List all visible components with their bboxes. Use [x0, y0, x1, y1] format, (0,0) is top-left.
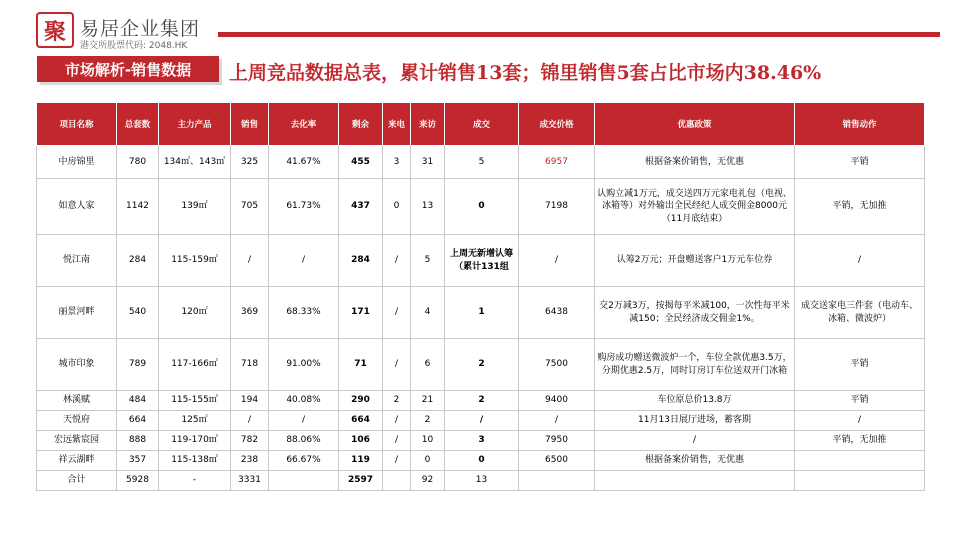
table-cell: 61.73% [269, 179, 339, 235]
table-cell: 21 [411, 391, 445, 411]
table-row [37, 471, 925, 491]
table-cell: 祥云湖畔 [37, 451, 117, 471]
table-header-row [37, 103, 925, 146]
table-cell: 780 [117, 146, 159, 179]
table-cell [795, 471, 925, 491]
table-cell: 125㎡ [159, 411, 231, 431]
table-cell: 194 [231, 391, 269, 411]
table-cell: 7950 [519, 431, 595, 451]
table-cell: 88.06% [269, 431, 339, 451]
table-cell: 车位原总价13.8万 [595, 391, 795, 411]
table-cell: 664 [117, 411, 159, 431]
table-cell: 成交送家电三件套（电动车、冰箱、微波炉） [795, 287, 925, 339]
table-cell: / [231, 235, 269, 287]
table-cell: 284 [117, 235, 159, 287]
table-cell: 城市印象 [37, 339, 117, 391]
table-cell: 上周无新增认筹（累计131组 [445, 235, 519, 287]
table-cell: 11月13日展厅进场，蓄客期 [595, 411, 795, 431]
col-header: 销售 [231, 103, 269, 146]
table-cell: 455 [339, 146, 383, 179]
table-cell: 115-138㎡ [159, 451, 231, 471]
table-cell: / [383, 339, 411, 391]
table-cell: 6 [411, 339, 445, 391]
table-row [37, 235, 925, 287]
table-cell: 6438 [519, 287, 595, 339]
table-cell: 如意人家 [37, 179, 117, 235]
table-cell: 林溪赋 [37, 391, 117, 411]
table-cell: 5 [445, 146, 519, 179]
table-cell: 484 [117, 391, 159, 411]
table-cell: 7500 [519, 339, 595, 391]
table-cell: 认购立减1万元，成交送四万元家电礼包（电视、冰箱等）对外输出全民经纪人成交佣金8000元（11月底结束） [595, 179, 795, 235]
table-row [37, 411, 925, 431]
col-header: 优惠政策 [595, 103, 795, 146]
table-cell: 2 [383, 391, 411, 411]
table-cell: - [159, 471, 231, 491]
table-cell [269, 471, 339, 491]
table-cell: 1 [445, 287, 519, 339]
table-cell: 117-166㎡ [159, 339, 231, 391]
table-cell: / [383, 451, 411, 471]
page-title: 上周竞品数据总表，累计销售13套；锦里销售5套占比市场内38.46% [229, 62, 822, 84]
table-cell: 71 [339, 339, 383, 391]
col-header: 来访 [411, 103, 445, 146]
table-cell [519, 471, 595, 491]
table-cell: 平销 [795, 339, 925, 391]
table-cell: 664 [339, 411, 383, 431]
table-cell: / [383, 287, 411, 339]
col-header: 主力产品 [159, 103, 231, 146]
table-cell: 92 [411, 471, 445, 491]
table-cell: 根据备案价销售，无优惠 [595, 146, 795, 179]
table-cell: 789 [117, 339, 159, 391]
table-cell: / [519, 411, 595, 431]
table-cell: 0 [411, 451, 445, 471]
sales-data-table [36, 102, 925, 491]
header-divider [218, 32, 940, 37]
table-cell: 平销，无加推 [795, 179, 925, 235]
table-cell: / [231, 411, 269, 431]
table-cell: 40.08% [269, 391, 339, 411]
table-cell: 3331 [231, 471, 269, 491]
table-cell: 91.00% [269, 339, 339, 391]
table-cell: 0 [445, 179, 519, 235]
brand-name: 易居企业集团 [80, 18, 201, 40]
table-cell: 1142 [117, 179, 159, 235]
table-cell: 718 [231, 339, 269, 391]
table-cell: 120㎡ [159, 287, 231, 339]
table-cell: 7198 [519, 179, 595, 235]
table-cell: 合计 [37, 471, 117, 491]
table-cell: 238 [231, 451, 269, 471]
table-cell: 3 [383, 146, 411, 179]
table-cell: 540 [117, 287, 159, 339]
table-cell: 0 [383, 179, 411, 235]
table-cell: 3 [445, 431, 519, 451]
table-cell: 2597 [339, 471, 383, 491]
table-cell: 6500 [519, 451, 595, 471]
table-cell: 13 [411, 179, 445, 235]
table-cell: / [383, 431, 411, 451]
col-header: 来电 [383, 103, 411, 146]
table-cell: 交2万减3万，按揭每平米减100，一次性每平米减150；全民经济成交佣金1%。 [595, 287, 795, 339]
table-cell: 119-170㎡ [159, 431, 231, 451]
table-cell: 357 [117, 451, 159, 471]
col-header: 成交价格 [519, 103, 595, 146]
logo-icon: 聚 [36, 12, 74, 48]
table-cell: 4 [411, 287, 445, 339]
table-cell [383, 471, 411, 491]
table-cell: 根据备案价销售，无优惠 [595, 451, 795, 471]
table-cell [595, 471, 795, 491]
table-cell: 290 [339, 391, 383, 411]
table-cell: 782 [231, 431, 269, 451]
table-cell: 139㎡ [159, 179, 231, 235]
table-cell: / [445, 411, 519, 431]
table-cell: 119 [339, 451, 383, 471]
col-header: 销售动作 [795, 103, 925, 146]
table-cell: 68.33% [269, 287, 339, 339]
table-cell: / [383, 411, 411, 431]
table-cell: 5 [411, 235, 445, 287]
table-cell: 134㎡、143㎡ [159, 146, 231, 179]
table-cell: 171 [339, 287, 383, 339]
section-label: 市场解析-销售数据 [37, 56, 219, 82]
table-cell: 平销 [795, 391, 925, 411]
table-row [37, 391, 925, 411]
table-cell: 369 [231, 287, 269, 339]
table-cell: 认筹2万元；开盘赠送客户1万元车位券 [595, 235, 795, 287]
table-cell: / [795, 235, 925, 287]
table-row [37, 287, 925, 339]
table-cell: / [383, 235, 411, 287]
table-row [37, 339, 925, 391]
col-header: 去化率 [269, 103, 339, 146]
table-cell: 宏远紫宸园 [37, 431, 117, 451]
table-cell: 10 [411, 431, 445, 451]
table-row [37, 431, 925, 451]
table-cell: 9400 [519, 391, 595, 411]
table-cell: 丽景河畔 [37, 287, 117, 339]
table-cell: / [269, 235, 339, 287]
table-cell: 66.67% [269, 451, 339, 471]
table-cell [795, 451, 925, 471]
stock-code: 港交所股票代码: 2048.HK [80, 41, 188, 51]
table-cell: 284 [339, 235, 383, 287]
col-header: 剩余 [339, 103, 383, 146]
table-cell: 31 [411, 146, 445, 179]
table-cell: 13 [445, 471, 519, 491]
table-cell: 0 [445, 451, 519, 471]
table-cell: / [269, 411, 339, 431]
table-cell: / [795, 411, 925, 431]
table-cell: 705 [231, 179, 269, 235]
table-cell: 115-155㎡ [159, 391, 231, 411]
table-cell: 平销，无加推 [795, 431, 925, 451]
table-cell: 325 [231, 146, 269, 179]
table-cell: 437 [339, 179, 383, 235]
table-cell: 115-159㎡ [159, 235, 231, 287]
table-row [37, 451, 925, 471]
table-row [37, 146, 925, 179]
table-cell: 2 [411, 411, 445, 431]
table-cell: 2 [445, 391, 519, 411]
col-header: 成交 [445, 103, 519, 146]
table-cell: 6957 [519, 146, 595, 179]
table-cell: 悦江南 [37, 235, 117, 287]
table-cell: / [519, 235, 595, 287]
table-cell: 41.67% [269, 146, 339, 179]
table-cell: 5928 [117, 471, 159, 491]
table-cell: 106 [339, 431, 383, 451]
table-cell: 2 [445, 339, 519, 391]
col-header: 总套数 [117, 103, 159, 146]
table-cell: / [595, 431, 795, 451]
table-cell: 中房锦里 [37, 146, 117, 179]
table-cell: 平销 [795, 146, 925, 179]
table-row [37, 179, 925, 235]
table-cell: 购房成功赠送微波炉一个，车位全款优惠3.5万，分期优惠2.5万，同时订房订车位送双开门冰箱 [595, 339, 795, 391]
col-header: 项目名称 [37, 103, 117, 146]
table-cell: 天悦府 [37, 411, 117, 431]
table-cell: 888 [117, 431, 159, 451]
